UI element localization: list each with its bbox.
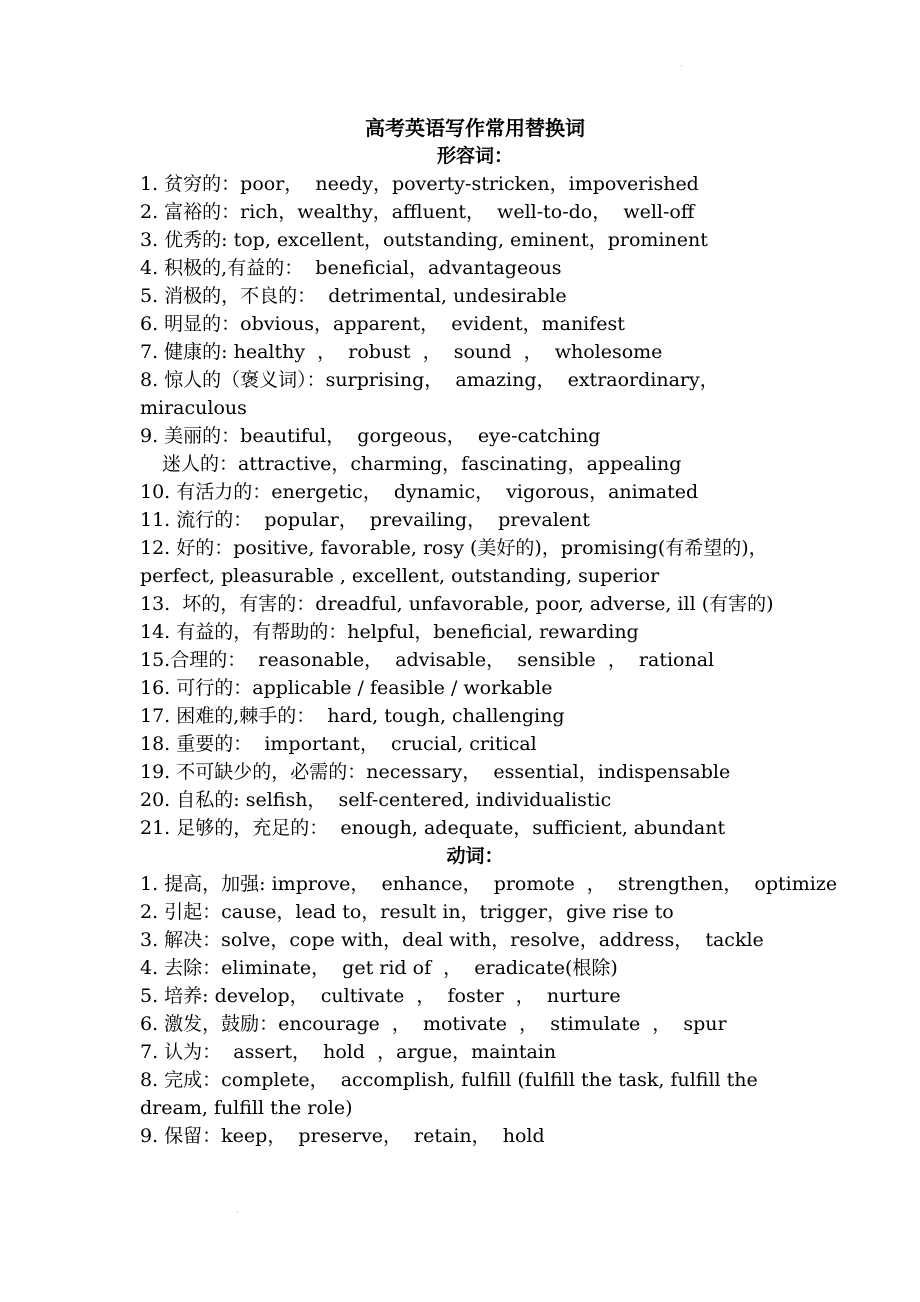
- adj-item-1: 1. 贫穷的：poor， needy，poverty-stricken，impoverished: [140, 173, 699, 195]
- verb-item-6: 6. 激发，鼓励：encourage ， motivate ， stimulate ， spur: [140, 1013, 727, 1035]
- adj-item-8-cont: miraculous: [140, 397, 247, 419]
- scan-dot: ·: [680, 62, 683, 72]
- verb-item-5: 5. 培养: develop， cultivate ， foster ， nurture: [140, 985, 621, 1007]
- adj-item-10: 10. 有活力的：energetic， dynamic， vigorous，animated: [140, 481, 699, 503]
- adj-item-18: 18. 重要的： important， crucial, critical: [140, 733, 537, 755]
- verb-item-8-cont: dream, fulfill the role): [140, 1097, 353, 1119]
- adj-item-12: 12. 好的：positive, favorable, rosy (美好的)，promising(有希望的)，: [140, 537, 768, 559]
- adj-item-6: 6. 明显的：obvious，apparent， evident，manifest: [140, 313, 625, 335]
- adj-item-14: 14. 有益的，有帮助的：helpful，beneficial, rewarding: [140, 621, 639, 643]
- adj-item-7: 7. 健康的: healthy ， robust ， sound ， wholesome: [140, 341, 663, 363]
- adj-item-16: 16. 可行的：applicable / feasible / workable: [140, 677, 553, 699]
- adjectives-heading: 形容词：: [436, 145, 513, 167]
- adj-item-15: 15.合理的： reasonable， advisable， sensible ， rational: [140, 649, 715, 671]
- verbs-heading: 动词：: [446, 845, 504, 867]
- adj-item-5: 5. 消极的，不良的： detrimental, undesirable: [140, 285, 567, 307]
- adj-item-2: 2. 富裕的：rich，wealthy，affluent， well-to-do， well-off: [140, 201, 695, 223]
- adj-item-21: 21. 足够的，充足的： enough, adequate，sufficient, abundant: [140, 817, 726, 839]
- verb-item-9: 9. 保留：keep， preserve， retain， hold: [140, 1125, 545, 1147]
- page-title: 高考英语写作常用替换词: [365, 116, 585, 140]
- scan-dot: ·: [236, 1208, 239, 1218]
- verb-item-2: 2. 引起：cause，lead to，result in，trigger，give rise to: [140, 901, 674, 923]
- verb-item-3: 3. 解决：solve，cope with，deal with，resolve，address， tackle: [140, 929, 764, 951]
- verb-item-1: 1. 提高，加强: improve， enhance， promote ， strengthen， optimize: [140, 873, 838, 895]
- adj-item-9-sub: 迷人的：attractive，charming，fascinating，appealing: [162, 453, 682, 475]
- adj-item-8: 8. 惊人的（褒义词）：surprising， amazing， extraordinary，: [140, 369, 719, 391]
- adj-item-17: 17. 困难的,棘手的： hard, tough, challenging: [140, 705, 565, 727]
- adj-item-20: 20. 自私的: selfish， self-centered, individualistic: [140, 789, 612, 811]
- adj-item-9: 9. 美丽的：beautiful， gorgeous， eye-catching: [140, 425, 601, 447]
- adj-item-11: 11. 流行的： popular， prevailing， prevalent: [140, 509, 590, 531]
- verb-item-4: 4. 去除：eliminate， get rid of ， eradicate(根除): [140, 957, 618, 979]
- adj-item-3: 3. 优秀的: top, excellent，outstanding, eminent，prominent: [140, 229, 708, 251]
- adj-item-12-cont: perfect, pleasurable , excellent, outstanding, superior: [140, 565, 660, 587]
- document-body: [140, 114, 838, 1150]
- verb-item-7: 7. 认为： assert， hold ，argue，maintain: [140, 1041, 557, 1063]
- adj-item-19: 19. 不可缺少的，必需的：necessary， essential，indispensable: [140, 761, 731, 783]
- verb-item-8: 8. 完成：complete， accomplish, fulfill (fulfill the task, fulfill the: [140, 1069, 758, 1091]
- adj-item-13: 13. 坏的，有害的：dreadful, unfavorable, poor, adverse, ill (有害的): [140, 593, 774, 615]
- adj-item-4: 4. 积极的,有益的： beneficial，advantageous: [140, 257, 562, 279]
